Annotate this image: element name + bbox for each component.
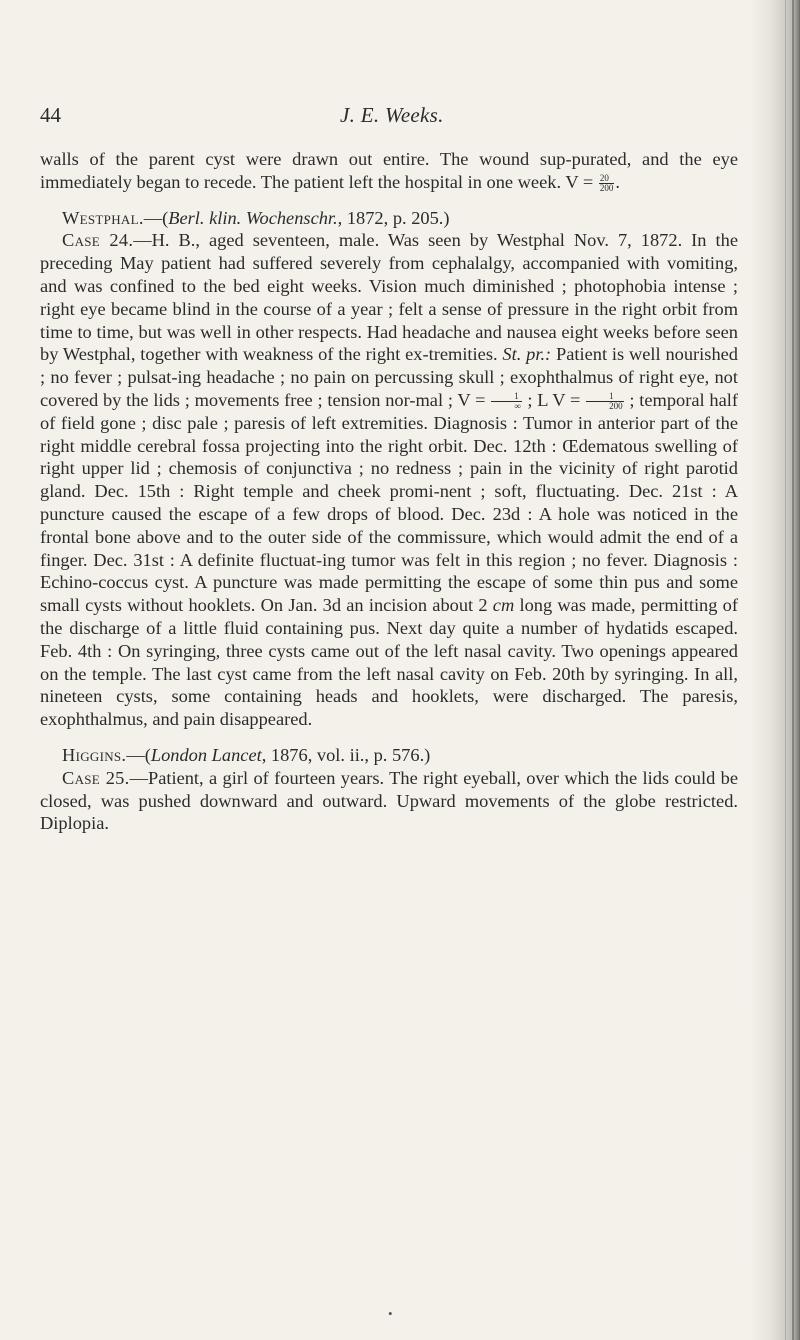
running-head: J. E. Weeks. — [340, 103, 444, 127]
left-vision-fraction — [586, 392, 624, 411]
unit-cm: cm — [492, 595, 515, 616]
case-text-e: long was made, permitting of the discharge of a little fluid containing pus. Next day quite a number of hydatids escaped. Feb. 4th : On syringing, three cysts came out of the left nasal cavity. Two openings appeared on the temple. The last cyst came from the left nasal cavity on Feb. 20th by syringing. In all, nineteen cysts, some containing heads and hooklets, were discharged. The paresis, exophthalmus, and pain disappeared. — [40, 595, 738, 730]
page-number: 44 — [40, 103, 61, 127]
p1-end: . — [615, 171, 620, 192]
visual-acuity-fraction — [599, 174, 615, 193]
paragraph-continuation — [40, 148, 738, 194]
citation-author: Westphal. — [62, 207, 144, 228]
case-text: —Patient, a girl of fourteen years. The right eyeball, over which the lids could be closed, was pushed downward and outward. Upward movements of the globe restricted. Diplopia. — [40, 767, 738, 834]
fraction-denominator: 200 — [599, 183, 614, 194]
page-edge-shadow — [750, 0, 800, 1340]
page-header — [40, 103, 760, 133]
case-label: Case 25. — [62, 767, 130, 788]
case-label: Case 24. — [62, 230, 134, 251]
footer-mark: • — [388, 1306, 393, 1321]
case-text-c: ; L V = — [522, 389, 586, 410]
status-praesens-label: St. pr.: — [502, 344, 552, 365]
citation-details: , 1876, vol. ii., p. 576.) — [261, 744, 431, 765]
citation-journal: Berl. klin. Wochenschr. — [168, 207, 338, 228]
citation-details: , 1872, p. 205.) — [337, 207, 450, 228]
fraction-numerator: 1 — [491, 392, 521, 402]
citation-dash: —( — [143, 207, 169, 228]
citation-dash: —( — [126, 744, 151, 765]
citation-author: Higgins. — [62, 744, 127, 765]
fraction-numerator: 20 — [599, 174, 615, 184]
case-text-a: —H. B., aged seventeen, male. Was seen by Westphal Nov. 7, 1872. In the preceding May patient had suffered severely from cephalalgy, accompanied with vomiting, and was confined to the bed eight weeks. Vision much diminished ; photophobia intense ; right eye became blind in the course of a year ; felt a sense of pressure in the right orbit from time to time, but was well in other respects. Had headache and nausea eight weeks before seen by Westphal, together with weakness of the right ex-tremities. — [40, 230, 738, 365]
p1-text: walls of the parent cyst were drawn out entire. The wound sup-purated, and the eye immediately began to recede. The patient left the hospital in one week. V = — [40, 149, 738, 192]
case-25-paragraph — [40, 767, 738, 835]
citation-higgins — [40, 744, 738, 767]
fraction-numerator: 1 — [586, 392, 624, 402]
citation-westphal — [40, 207, 738, 230]
case-text-d: ; temporal half of field gone ; disc pale ; paresis of left extremities. Diagnosis : Tumor in anterior part of the right middle cerebral fossa projecting into the right orbit. Dec. 12th : Œdematous swelling of right upper lid ; chemosis of conjunctiva ; no redness ; pain in the vicinity of right parotid gland. Dec. 15th : Right temple and cheek promi-nent ; soft, fluctuating. Dec. 21st : A puncture caused the escape of a few drops of blood. Dec. 23d : A hole was noticed in the frontal bone above and to the outer side of the commissure, which would admit the end of a finger. Dec. 31st : A definite fluctuat-ing tumor was felt in this region ; no fever. Diagnosis : Echino-coccus cyst. A puncture was made permitting the escape of some thin pus and some small cysts without hooklets. On Jan. 3d an incision about 2 — [40, 389, 739, 616]
fraction-denominator: ∞ — [514, 401, 521, 412]
vision-fraction — [491, 392, 521, 411]
body-text — [40, 148, 738, 835]
fraction-denominator: 200 — [609, 401, 623, 412]
case-text-b: Patient is well nourished ; no fever ; pulsat-ing headache ; no pain on percussing skull ; exophthalmus of right eye, not covered by the lids ; movements free ; tension nor-mal ; V = — [40, 344, 738, 410]
case-24-paragraph — [40, 229, 738, 731]
citation-journal: London Lancet — [150, 744, 262, 765]
